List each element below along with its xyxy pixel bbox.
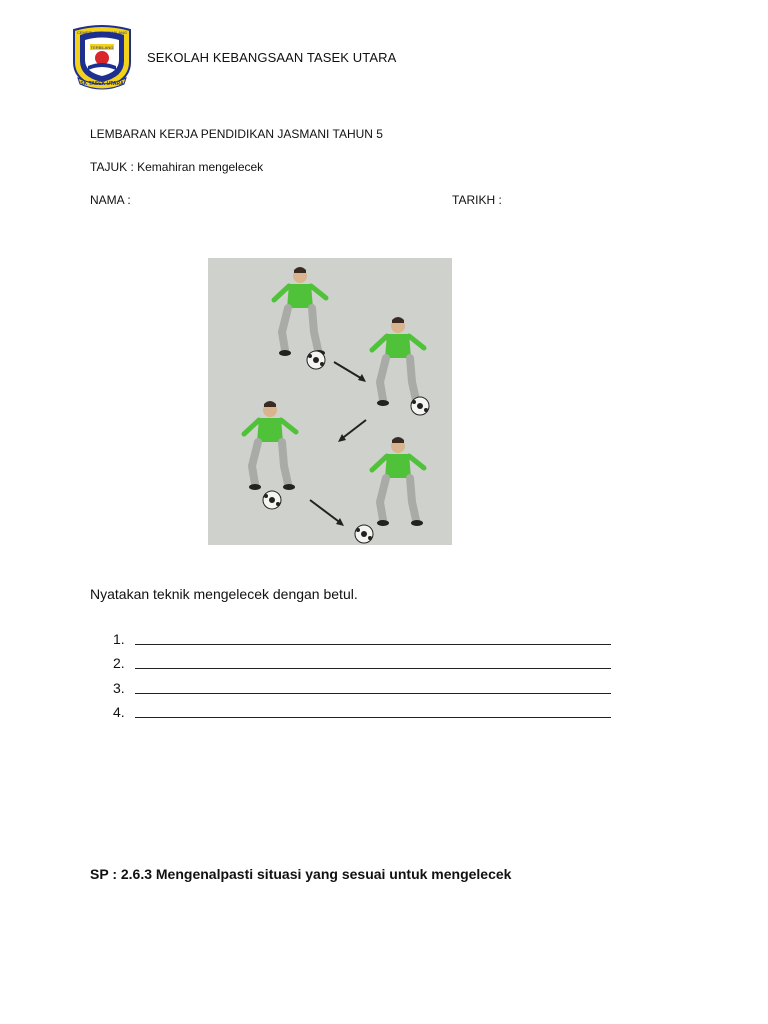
soccer-dribbling-illustration [208,258,452,545]
date-label: TARIKH : [452,193,502,207]
answer-line[interactable] [135,705,611,718]
answer-row [113,696,611,721]
school-name: SEKOLAH KEBANGSAAN TASEK UTARA [147,50,397,65]
name-label: NAMA : [90,193,131,207]
answer-row [113,622,611,647]
worksheet-title: LEMBARAN KERJA PENDIDIKAN JASMANI TAHUN 5 [90,127,383,141]
learning-standard: SP : 2.6.3 Mengenalpasti situasi yang sesuai untuk mengelecek [90,866,512,882]
answer-line[interactable] [135,656,611,669]
logo-text-bottom: SK TASEK UTARA [80,81,124,87]
answer-number: 4. [113,704,125,720]
answer-number: 1. [113,630,125,647]
school-logo [68,24,136,90]
worksheet-topic: TAJUK : Kemahiran mengelecek [90,160,264,174]
logo-text-top: CEMERLANG · GEMILANG [76,30,128,35]
answer-list [113,622,611,720]
answer-row [113,671,611,696]
answer-row [113,647,611,672]
answer-number: 2. [113,655,125,671]
answer-line[interactable] [135,632,611,645]
question-instruction: Nyatakan teknik mengelecek dengan betul. [90,586,358,602]
answer-line[interactable] [135,681,611,694]
logo-text-mid: TERBILANG [90,45,114,50]
answer-number: 3. [113,679,125,696]
